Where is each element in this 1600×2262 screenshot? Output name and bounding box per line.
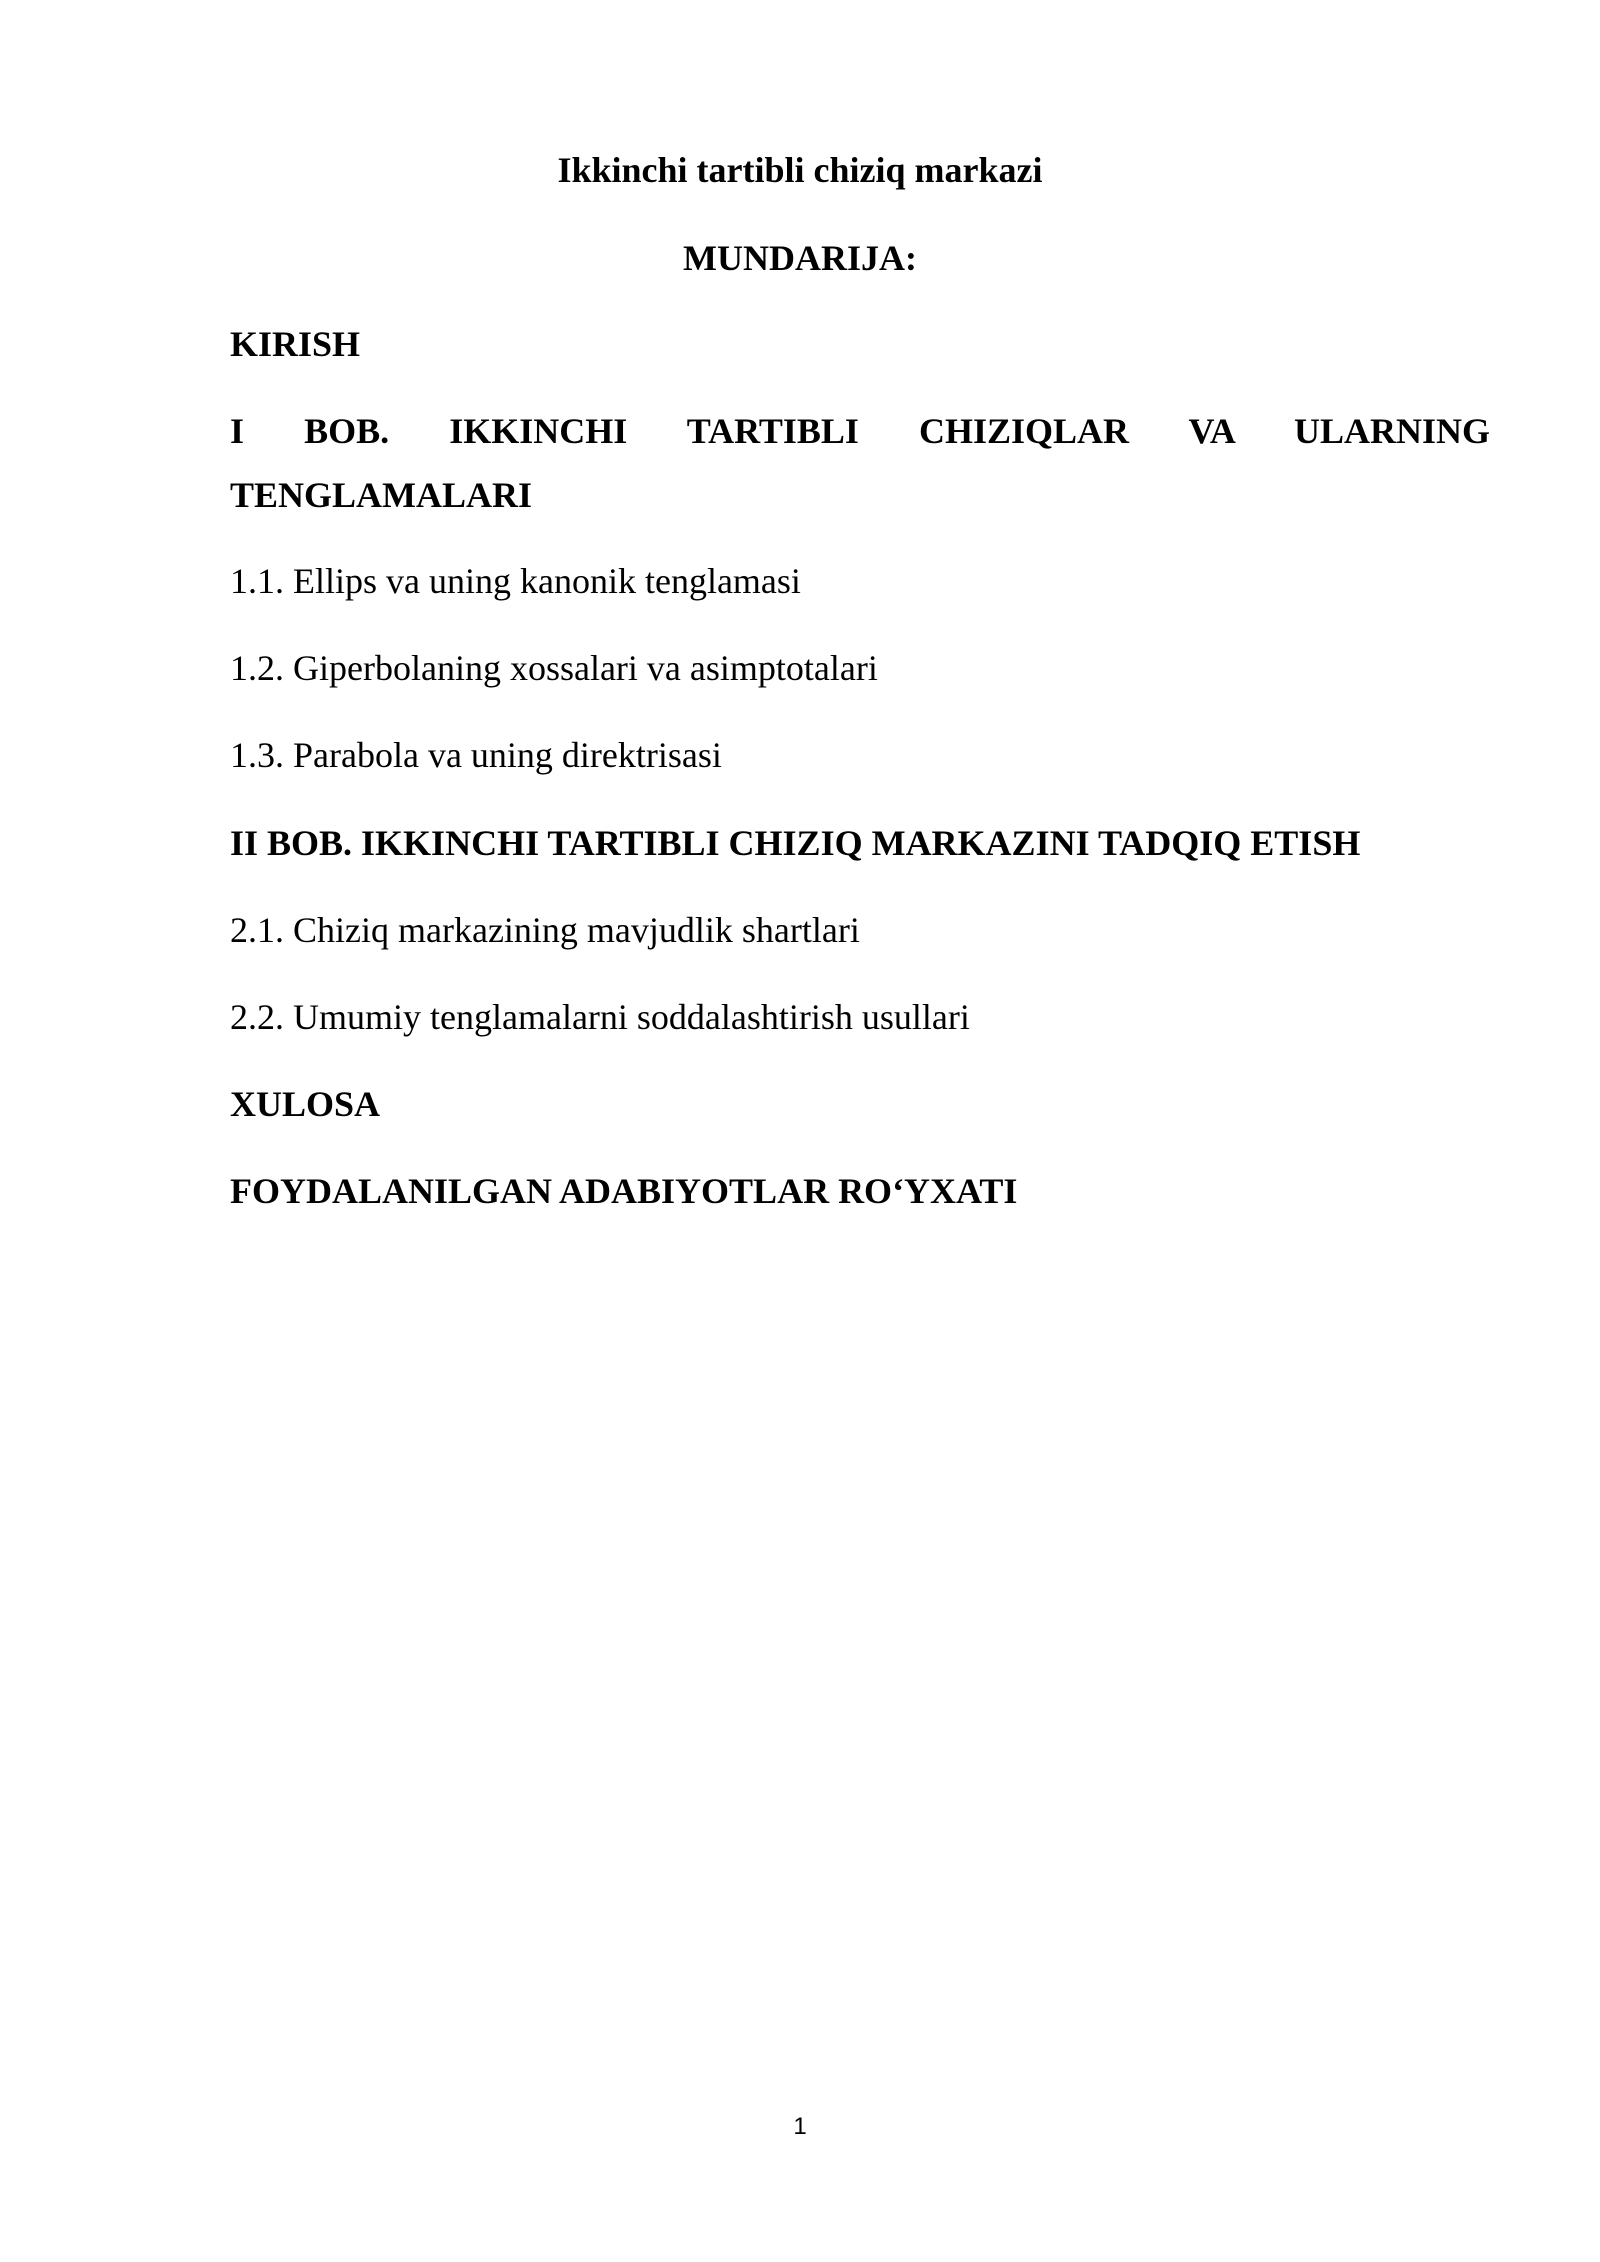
toc-item-2-1: 2.1. Chiziq markazining mavjudlik shartlari — [230, 910, 860, 950]
toc-item-1-2: 1.2. Giperbolaning xossalari va asimptotalari — [230, 648, 878, 688]
toc-item-chapter-1: I BOB. IKKINCHI TARTIBLI CHIZIQLAR VA ULARNING — [230, 411, 1490, 451]
toc-item-xulosa: XULOSA — [230, 1084, 381, 1124]
toc-item-kirish: KIRISH — [230, 324, 361, 364]
toc-item-2-2: 2.2. Umumiy tenglamalarni soddalashtirish usullari — [230, 997, 970, 1037]
document-title: Ikkinchi tartibli chiziq markazi — [557, 150, 1043, 190]
toc-item-1-1: 1.1. Ellips va uning kanonik tenglamasi — [230, 561, 801, 601]
toc-item-chapter-2: II BOB. IKKINCHI TARTIBLI CHIZIQ MARKAZINI TADQIQ ETISH — [230, 823, 1361, 863]
toc-item-1-3: 1.3. Parabola va uning direktrisasi — [230, 735, 722, 775]
toc-item-chapter-1-continuation: TENGLAMALARI — [230, 475, 533, 515]
page-number: 1 — [793, 2113, 807, 2140]
toc-item-references: FOYDALANILGAN ADABIYOTLAR RO‘YXATI — [230, 1171, 1018, 1211]
contents-heading: MUNDARIJA: — [683, 238, 917, 278]
